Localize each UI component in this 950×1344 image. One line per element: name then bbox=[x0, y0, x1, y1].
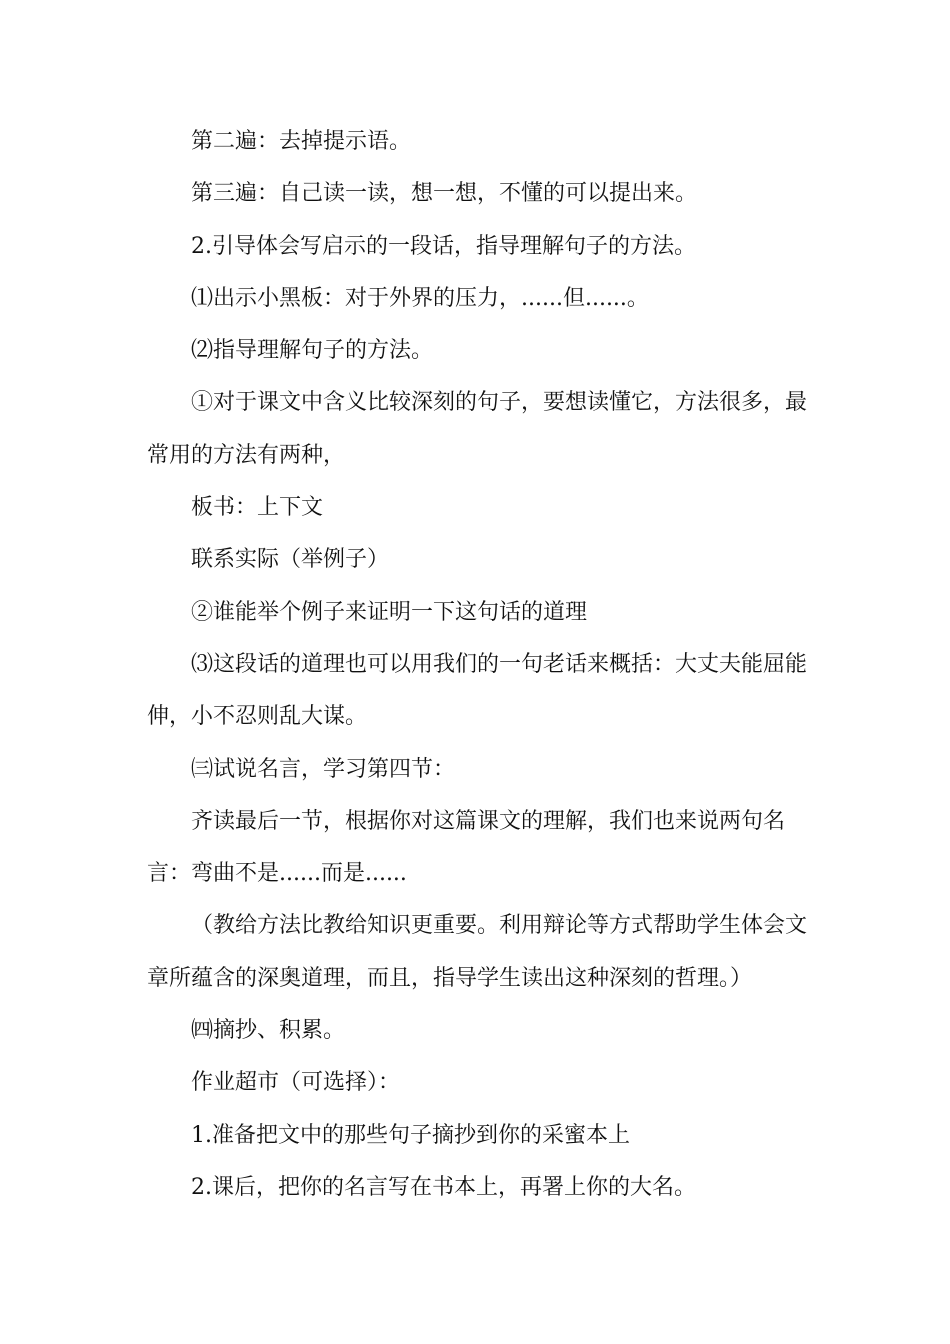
document-body bbox=[147, 116, 807, 1214]
paragraph-15: 作业超市（可选择）： bbox=[191, 1070, 401, 1096]
paragraph-4: ⑴出示小黑板：对于外界的压力，......但......。 bbox=[191, 285, 649, 311]
paragraph-11: ㈢试说名言，学习第四节： bbox=[191, 756, 456, 782]
paragraph-7: 板书：上下文 bbox=[191, 495, 324, 521]
paragraph-3: 2.引导体会写启示的一段话，指导理解句子的方法。 bbox=[191, 233, 696, 259]
paragraph-16: 1.准备把文中的那些句子摘抄到你的采蜜本上 bbox=[191, 1122, 630, 1148]
paragraph-14: ㈣摘抄、积累。 bbox=[191, 1018, 346, 1044]
paragraph-12: 齐读最后一节，根据你对这篇课文的理解，我们也来说两句名言：弯曲不是......而是...... bbox=[147, 808, 786, 887]
paragraph-8: 联系实际（举例子） bbox=[191, 547, 390, 573]
paragraph-13: （教给方法比教给知识更重要。利用辩论等方式帮助学生体会文章所蕴含的深奥道理，而且，指导学生读出这种深刻的哲理。） bbox=[147, 913, 808, 991]
paragraph-1: 第二遍：去掉提示语。 bbox=[191, 129, 412, 154]
paragraph-5: ⑵指导理解句子的方法。 bbox=[191, 338, 434, 364]
paragraph-10: ⑶这段话的道理也可以用我们的一句老话来概括：大丈夫能屈能伸，小不忍则乱大谋。 bbox=[147, 651, 808, 730]
paragraph-2: 第三遍：自己读一读，想一想，不懂的可以提出来。 bbox=[191, 181, 698, 207]
paragraph-17: 2.课后，把你的名言写在书本上，再署上你的大名。 bbox=[191, 1174, 696, 1200]
paragraph-6: ①对于课文中含义比较深刻的句子，要想读懂它，方法很多，最常用的方法有两种， bbox=[147, 390, 808, 468]
paragraph-9: ②谁能举个例子来证明一下这句话的道理 bbox=[191, 599, 588, 625]
